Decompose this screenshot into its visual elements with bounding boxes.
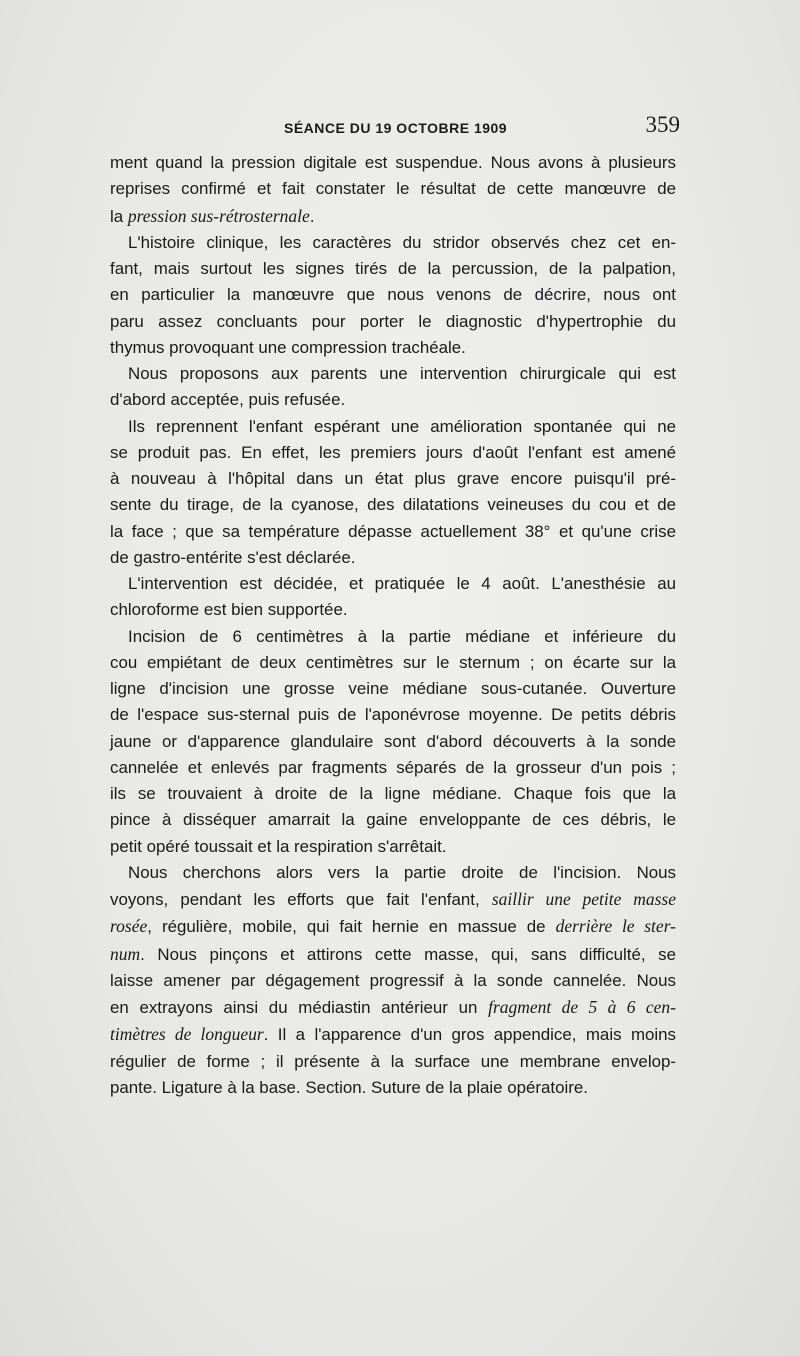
text-line: [110, 256, 676, 282]
text-run: jaune or d'apparence glandulaire sont d'abord découverts à la sonde: [110, 731, 676, 751]
text-run: Incision de 6 centimètres à la partie médiane et inférieure du: [128, 626, 676, 646]
text-line: [110, 466, 676, 492]
text-line: [110, 729, 676, 755]
page-number: 359: [645, 112, 680, 137]
text-run: L'intervention est décidée, et pratiquée le 4 août. L'anesthésie au: [128, 574, 676, 593]
text-line: [110, 545, 676, 571]
paragraph: [110, 860, 676, 1101]
text-run: pante. Ligature à la base. Section. Suture de la plaie opératoire.: [110, 1077, 588, 1097]
text-run: , régulière, mobile, qui fait hernie en massue de: [147, 917, 556, 937]
text-line: [110, 519, 676, 545]
text-line: [110, 834, 676, 860]
italic-text: saillir une petite masse: [491, 889, 677, 909]
text-line: [110, 860, 676, 886]
text-line: [110, 913, 676, 940]
text-line: [110, 1075, 676, 1101]
text-run: de l'espace sus-sternal puis de l'aponévrose moyenne. De petits débris: [110, 705, 676, 725]
paragraph: [110, 624, 676, 860]
text-run: se produit pas. En effet, les premiers jours d'août l'enfant est amené: [110, 442, 676, 462]
text-line: [110, 886, 676, 913]
text-run: fant, mais surtout les signes tirés de la percussion, de la palpation,: [110, 259, 676, 278]
text-line: [110, 1021, 676, 1048]
text-run: reprises confirmé et fait constater le résultat de cette manœuvre de: [110, 179, 676, 199]
text-line: [110, 702, 676, 728]
text-line: [110, 781, 676, 807]
text-line: [110, 414, 676, 440]
text-run: ment quand la pression digitale est suspendue. Nous avons à plusieurs: [110, 153, 676, 172]
text-run: petit opéré toussait et la respiration s'arrêtait.: [110, 836, 447, 856]
text-run: Nous cherchons alors vers la partie droite de l'incision. Nous: [128, 862, 676, 882]
text-run: d'abord acceptée, puis refusée.: [110, 390, 346, 410]
text-run: Nous proposons aux parents une intervention chirurgicale qui est: [128, 364, 676, 383]
text-run: . Nous pinçons et attirons cette masse, qui, sans difficulté, se: [140, 944, 676, 964]
text-line: [110, 176, 676, 202]
text-run: de gastro-entérite s'est déclarée.: [110, 547, 356, 567]
italic-text: rosée: [110, 916, 148, 937]
text-line: [110, 624, 676, 650]
text-run: ligne d'incision une grosse veine médiane sous-cutanée. Ouverture: [110, 679, 676, 698]
text-run: .: [309, 206, 315, 226]
text-run: cannelée et enlevés par fragments séparés de la grosseur d'un pois ;: [110, 757, 676, 777]
text-line: [110, 676, 676, 702]
text-line: [110, 571, 676, 597]
text-run: voyons, pendant les efforts que fait l'enfant,: [110, 890, 492, 909]
body-text: [110, 150, 676, 1101]
italic-text: fragment de 5 à 6 cen-: [488, 997, 676, 1017]
italic-text: num: [110, 943, 141, 964]
text-run: à nouveau à l'hôpital dans un état plus grave encore puisqu'il pré-: [110, 469, 676, 488]
text-run: régulier de forme ; il présente à la surface une membrane envelop-: [110, 1051, 676, 1071]
text-run: sente du tirage, de la cyanose, des dilatations veineuses du cou et de: [110, 495, 676, 515]
text-line: [110, 203, 676, 230]
running-title: SÉANCE DU 19 OCTOBRE 1909: [284, 120, 508, 136]
italic-text: timètres de longueur: [110, 1024, 264, 1045]
paragraph: [110, 414, 676, 572]
text-run: laisse amener par dégagement progressif à la sonde cannelée. Nous: [110, 970, 676, 990]
text-run: en particulier la manœuvre que nous venons de décrire, nous ont: [110, 285, 676, 305]
text-line: [110, 941, 676, 968]
paragraph: [110, 230, 676, 361]
text-line: [110, 755, 676, 781]
text-line: [110, 309, 676, 335]
text-run: . Il a l'apparence d'un gros appendice, mais moins: [263, 1025, 676, 1045]
text-line: [110, 492, 676, 518]
paragraph: [110, 361, 676, 414]
paragraph: [110, 150, 676, 230]
text-run: thymus provoquant une compression trachéale.: [110, 337, 466, 357]
text-line: [110, 361, 676, 387]
text-line: [110, 282, 676, 308]
text-line: [110, 597, 676, 623]
text-run: ils se trouvaient à droite de la ligne médiane. Chaque fois que la: [110, 784, 676, 803]
text-line: [110, 387, 676, 413]
text-run: cou empiétant de deux centimètres sur le sternum ; on écarte sur la: [110, 652, 676, 672]
text-run: en extrayons ainsi du médiastin antérieur un: [110, 998, 489, 1017]
text-run: la face ; que sa température dépasse actuellement 38° et qu'une crise: [110, 521, 676, 541]
text-run: la: [110, 206, 128, 226]
italic-text: derrière le ster-: [555, 916, 676, 937]
text-line: [110, 968, 676, 994]
text-run: Ils reprennent l'enfant espérant une amélioration spontanée qui ne: [128, 416, 676, 436]
text-line: [110, 440, 676, 466]
page-header: [110, 112, 680, 146]
text-line: [110, 150, 676, 176]
text-run: pince à disséquer amarrait la gaine enveloppante de ces débris, le: [110, 810, 676, 830]
paragraph: [110, 571, 676, 624]
text-run: L'histoire clinique, les caractères du stridor observés chez cet en-: [128, 232, 676, 252]
text-line: [110, 335, 676, 361]
text-line: [110, 230, 676, 256]
text-line: [110, 650, 676, 676]
text-line: [110, 1049, 676, 1075]
italic-text: pression sus-rétrosternale: [127, 205, 310, 226]
text-run: chloroforme est bien supportée.: [110, 600, 348, 620]
text-line: [110, 807, 676, 833]
text-run: paru assez concluants pour porter le diagnostic d'hypertrophie du: [110, 311, 676, 331]
text-line: [110, 994, 676, 1021]
